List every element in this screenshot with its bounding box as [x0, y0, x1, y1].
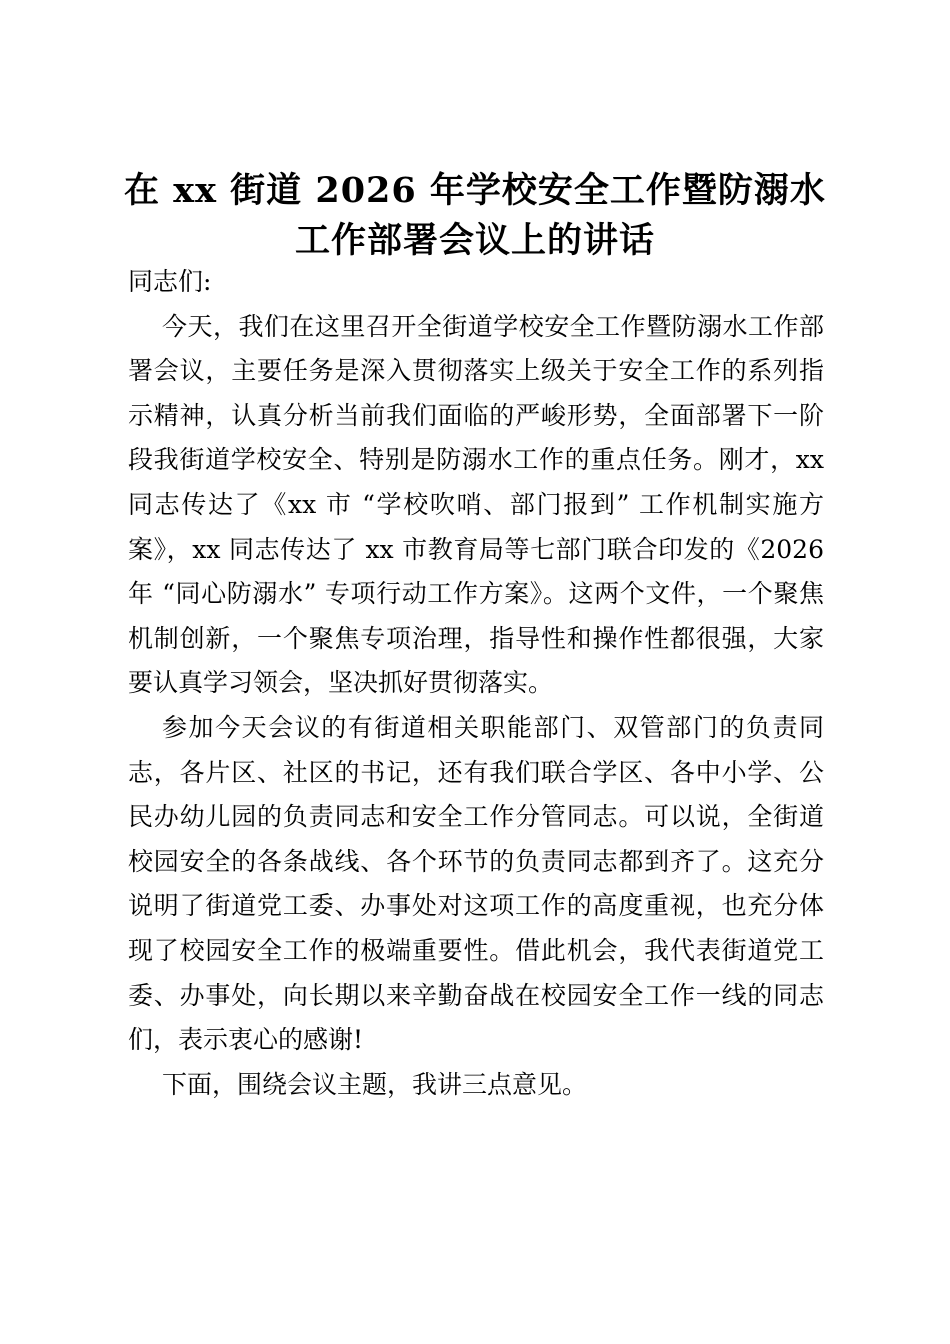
paragraph-opening: 今天，我们在这里召开全街道学校安全工作暨防溺水工作部署会议，主要任务是深入贯彻落实上级关于安全工作的系列指示精神，认真分析当前我们面临的严峻形势，全面部署下一阶段我街道学校安全、特别是防溺水工作的重点任务。刚才，xx 同志传达了《xx 市 “学校吹哨、部门报到” 工作机制实施方案》，xx 同志传达了 xx 市教育局等七部门联合印发的《2026 年 “同心防溺水” 专项行动工作方案》。这两个文件，一个聚焦机制创新，一个聚焦专项治理，指导性和操作性都很强，大家要认真学习领会，坚决抓好贯彻落实。 — [128, 311, 824, 698]
document-title: 在 xx 街道 2026 年学校安全工作暨防溺水工作部署会议上的讲话 — [124, 170, 826, 261]
document-body — [128, 260, 824, 1107]
paragraph-attendees: 参加今天会议的有街道相关职能部门、双管部门的负责同志，各片区、社区的书记，还有我们联合学区、各中小学、公民办幼儿园的负责同志和安全工作分管同志。可以说，全街道校园安全的各条战线、各个环节的负责同志都到齐了。这充分说明了街道党工委、办事处对这项工作的高度重视，也充分体现了校园安全工作的极端重要性。借此机会，我代表街道党工委、办事处，向长期以来辛勤奋战在校园安全工作一线的同志们，表示衷心的感谢! — [128, 712, 824, 1055]
paragraph-transition: 下面，围绕会议主题，我讲三点意见。 — [162, 1069, 588, 1099]
greeting: 同志们: — [128, 267, 212, 296]
